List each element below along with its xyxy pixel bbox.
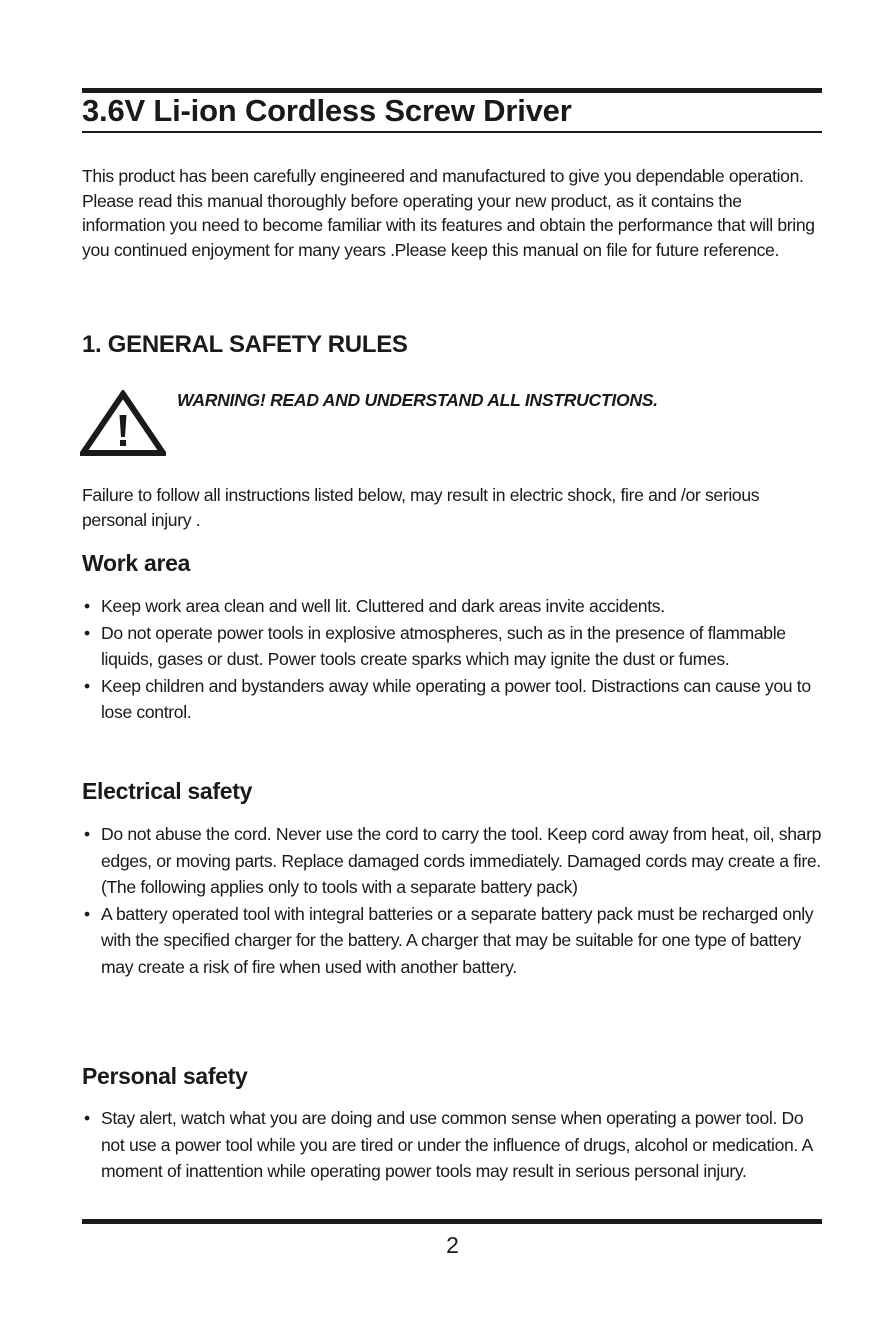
list-item: • Keep work area clean and well lit. Cluttered and dark areas invite accidents. bbox=[82, 593, 822, 620]
list-item: • Stay alert, watch what you are doing and use common sense when operating a power tool. Do not use a power tool while you are tired or under the influence of drugs, alcohol or medication. A moment of inattention while operating power tools may result in serious personal injury. bbox=[82, 1105, 822, 1185]
bottom-rule bbox=[82, 1219, 822, 1224]
heading-personal-safety: Personal safety bbox=[82, 1063, 248, 1089]
personal-safety-list bbox=[82, 1105, 822, 1185]
section-heading-general-safety: 1. GENERAL SAFETY RULES bbox=[82, 331, 408, 358]
warning-triangle-icon bbox=[80, 390, 166, 456]
failure-warning-paragraph: Failure to follow all instructions listed below, may result in electric shock, fire and /or serious personal injury . bbox=[82, 485, 760, 530]
heading-electrical-safety: Electrical safety bbox=[82, 778, 253, 804]
page-title: 3.6V Li-ion Cordless Screw Driver bbox=[82, 93, 572, 128]
work-area-list bbox=[82, 593, 822, 726]
list-item: • A battery operated tool with integral batteries or a separate battery pack must be recharged only with the specified charger for the battery. A charger that may be suitable for one type of battery may create a risk of fire when used with another battery. bbox=[82, 901, 822, 981]
intro-paragraph: This product has been carefully engineered and manufactured to give you dependable operation. Please read this manual thoroughly before operating your new product, as it contains the information you need to become familiar with its features and obtain the performance that will bring you continued enjoyment for many years .Please keep this manual on file for future reference. bbox=[82, 166, 815, 260]
heading-work-area: Work area bbox=[82, 550, 191, 576]
page-number: 2 bbox=[446, 1232, 459, 1258]
list-item: • Do not operate power tools in explosive atmospheres, such as in the presence of flammable liquids, gases or dust. Power tools create sparks which may ignite the dust or fumes. bbox=[82, 620, 822, 673]
title-underline bbox=[82, 131, 822, 133]
electrical-safety-list bbox=[82, 821, 822, 980]
list-item: • Do not abuse the cord. Never use the cord to carry the tool. Keep cord away from heat, oil, sharp edges, or moving parts. Replace damaged cords immediately. Damaged cords may create a fire. (The following applies only to tools with a separate battery pack) bbox=[82, 821, 822, 901]
warning-text: WARNING! READ AND UNDERSTAND ALL INSTRUCTIONS. bbox=[177, 390, 658, 410]
list-item: • Keep children and bystanders away while operating a power tool. Distractions can cause you to lose control. bbox=[82, 673, 822, 726]
